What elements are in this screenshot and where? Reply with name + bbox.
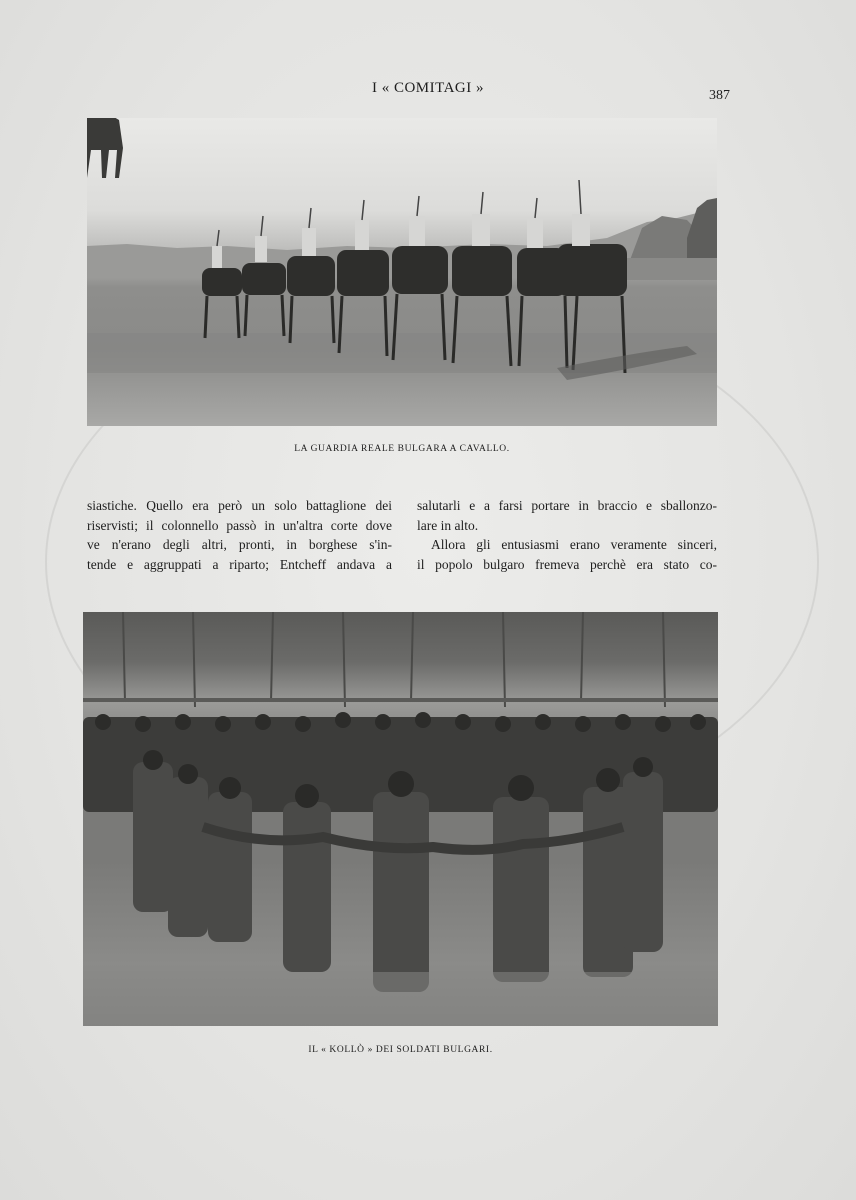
- page-number: 387: [709, 88, 730, 103]
- text-line: Allora gli entusiasmi erano veramente sinceri,: [431, 537, 717, 552]
- text-line: il popolo bulgaro fremeva perchè era stato co-: [417, 556, 717, 572]
- text-line: salutarli e a farsi portare in braccio e sballonzo-: [417, 498, 717, 513]
- text-column-left: [87, 496, 392, 574]
- text-line: riservisti; il colonnello passò in un'altra corte dove: [87, 517, 392, 533]
- text-line: lare in alto.: [417, 517, 479, 533]
- running-title: I « COMITAGI »: [371, 80, 485, 96]
- photo-royal-guard-cavalry: [87, 118, 717, 426]
- photo-soldiers-kollo-dance: [83, 612, 718, 1026]
- figure-caption-2: IL « KOLLÒ » DEI SOLDATI BULGARI.: [308, 1045, 493, 1055]
- cavalry-photo-illustration: [87, 118, 717, 426]
- text-line: tende e aggruppati a riparto; Entcheff andava a: [87, 556, 392, 572]
- text-column-right: [417, 496, 717, 574]
- kollo-photo-illustration: [83, 612, 718, 1026]
- text-line: ve n'erano degli altri, pronti, in borghese s'in-: [87, 537, 392, 552]
- text-line: siastiche. Quello era però un solo battaglione dei: [87, 498, 392, 513]
- figure-caption-1: LA GUARDIA REALE BULGARA A CAVALLO.: [294, 444, 510, 454]
